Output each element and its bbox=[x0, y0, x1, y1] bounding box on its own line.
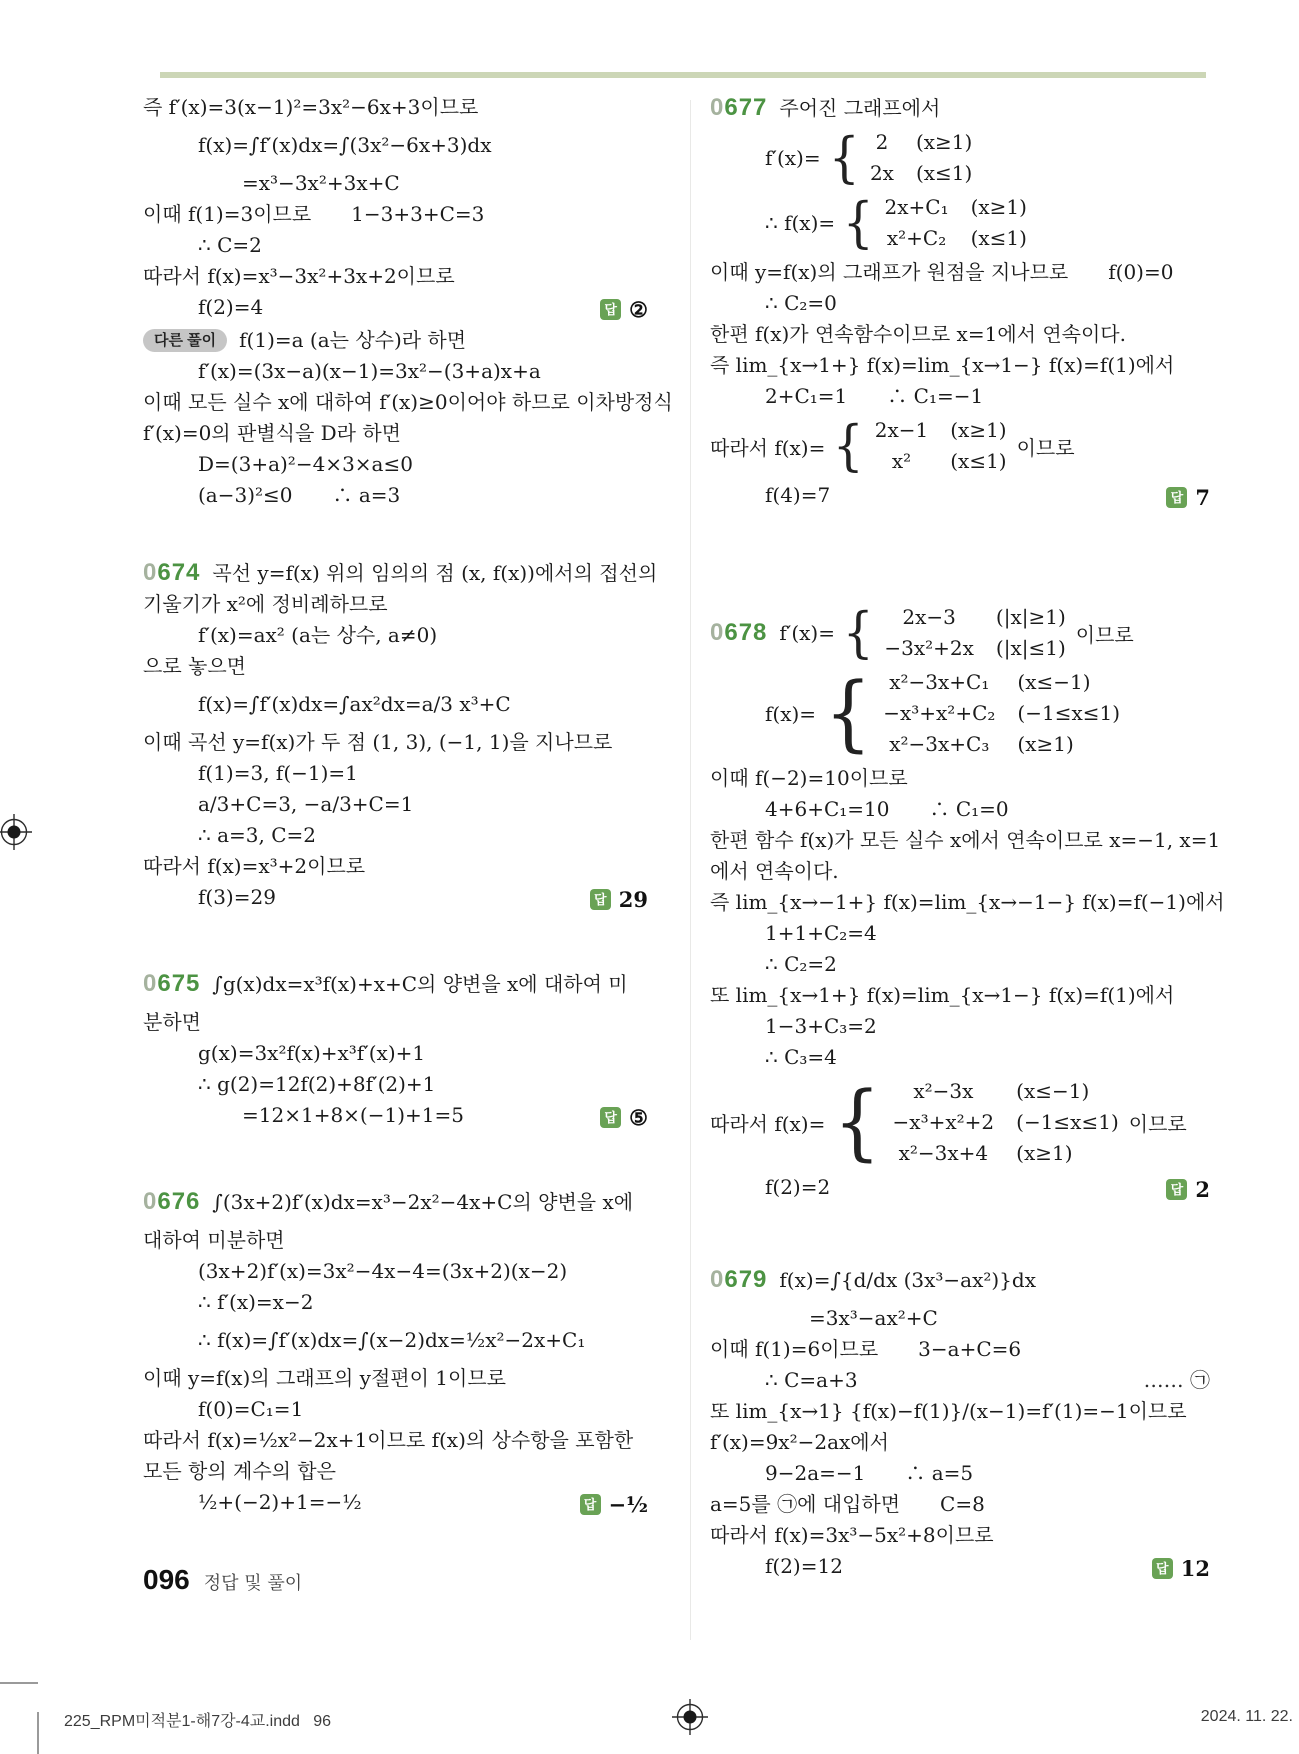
print-filename: 225_RPM미적분1-해7강-4교.indd 96 bbox=[64, 1713, 332, 1730]
crop-mark bbox=[0, 1682, 38, 1684]
text-line bbox=[143, 1100, 648, 1133]
line-text: f(x)=∫f′(x)dx=∫ax²dx=a/3 x³+C bbox=[198, 692, 511, 716]
line-text: f(2)=4 bbox=[198, 295, 264, 319]
line-text: f′(x)=(3x−a)(x−1)=3x²−(3+a)x+a bbox=[198, 359, 541, 383]
text-line bbox=[710, 1011, 1210, 1042]
line-text: 대하여 미분하면 bbox=[143, 1228, 285, 1252]
text-line bbox=[143, 789, 648, 820]
line-text: 이때 y=f(x)의 그래프의 y절편이 1이므로 bbox=[143, 1366, 506, 1390]
answer-badge: 답 bbox=[1166, 1179, 1187, 1200]
line-text: 즉 lim_{x→−1+} f(x)=lim_{x→−1−} f(x)=f(−1)에서 bbox=[710, 890, 1225, 914]
piecewise-expression: x² bbox=[891, 449, 912, 473]
problem-number-digits: 679 bbox=[724, 1266, 768, 1293]
answer-badge: 답 bbox=[580, 1494, 601, 1515]
piecewise-condition: (x≥1) bbox=[1017, 732, 1074, 756]
piecewise-expression: 2x bbox=[869, 161, 894, 185]
line-text: 한편 f(x)가 연속함수이므로 x=1에서 연속이다. bbox=[710, 322, 1126, 346]
piecewise-expression: x²+C₂ bbox=[886, 226, 947, 250]
line-text: ∴ C=2 bbox=[198, 233, 262, 257]
text-line bbox=[710, 1396, 1210, 1427]
piecewise-expression: 2x−1 bbox=[874, 418, 929, 442]
answer-value: 2 bbox=[1195, 1177, 1210, 1202]
text-line bbox=[143, 123, 648, 168]
piecewise-condition: (|x|≥1) bbox=[995, 605, 1066, 629]
piecewise-suffix: 이므로 bbox=[1016, 435, 1075, 460]
piecewise-suffix: 이므로 bbox=[1075, 622, 1134, 647]
piecewise-function bbox=[710, 602, 1210, 664]
text-line bbox=[143, 92, 648, 123]
text-line bbox=[710, 825, 1221, 856]
piecewise-condition: (x≥1) bbox=[1016, 1141, 1073, 1165]
page-footer-label: 정답 및 풀이 bbox=[203, 1573, 303, 1594]
print-footer bbox=[0, 1700, 1299, 1740]
answer-value: 12 bbox=[1180, 1556, 1210, 1581]
text-line bbox=[143, 758, 648, 789]
line-text: =x³−3x²+3x+C bbox=[242, 171, 400, 195]
piecewise-brace: { bbox=[824, 665, 872, 761]
line-text: =12×1+8×(−1)+1=5 bbox=[242, 1103, 464, 1127]
piecewise-expression: −x³+x²+2 bbox=[892, 1110, 995, 1134]
line-text: 또 lim_{x→1+} f(x)=lim_{x→1−} f(x)=f(1)에서 bbox=[710, 983, 1175, 1007]
problem-number-digits: 678 bbox=[724, 619, 768, 646]
line-text: 모든 항의 계수의 합은 bbox=[143, 1459, 336, 1483]
book-footer bbox=[143, 1564, 302, 1596]
text-line bbox=[710, 918, 1210, 949]
piecewise-expression: 2x+C₁ bbox=[884, 195, 949, 219]
line-text: f(3)=29 bbox=[198, 885, 276, 909]
section-gap bbox=[710, 1205, 1210, 1257]
text-line bbox=[143, 261, 648, 292]
text-line bbox=[143, 1069, 648, 1100]
piecewise-expression: −3x²+2x bbox=[884, 636, 974, 660]
line-text: ∴ C₂=2 bbox=[765, 952, 837, 976]
text-line bbox=[710, 1172, 1210, 1205]
problem-number bbox=[143, 1179, 200, 1224]
text-line bbox=[143, 292, 648, 325]
piecewise-expression: x²−3x+C₁ bbox=[889, 670, 990, 694]
problem-number bbox=[710, 1257, 767, 1302]
piecewise-condition: (−1≤x≤1) bbox=[1016, 1110, 1119, 1134]
line-text: ∫(3x+2)f′(x)dx=x³−2x²−4x+C의 양변을 x에 bbox=[212, 1190, 634, 1214]
line-text: f(0)=C₁=1 bbox=[198, 1397, 304, 1421]
text-line bbox=[143, 651, 648, 682]
line-text: 4+6+C₁=10 ∴ C₁=0 bbox=[765, 797, 1009, 821]
line-text: 으로 놓으면 bbox=[143, 654, 246, 678]
line-text: 2+C₁=1 ∴ C₁=−1 bbox=[765, 384, 984, 408]
piecewise-rows bbox=[870, 127, 972, 189]
line-text: a=5를 ㉠에 대입하면 C=8 bbox=[710, 1492, 985, 1516]
answer bbox=[578, 884, 648, 915]
section-gap bbox=[143, 511, 648, 557]
text-line bbox=[143, 1487, 648, 1520]
line-text: 이때 f(1)=3이므로 1−3+3+C=3 bbox=[143, 202, 485, 226]
section-gap bbox=[143, 1133, 648, 1179]
text-line bbox=[710, 1551, 1210, 1584]
piecewise-function bbox=[710, 1076, 1210, 1169]
text-line bbox=[143, 1363, 648, 1394]
page-number: 096 bbox=[143, 1564, 190, 1595]
piecewise-condition: (x≤1) bbox=[915, 161, 973, 185]
problem-number bbox=[710, 619, 767, 647]
text-line bbox=[143, 851, 648, 882]
text-line bbox=[710, 1334, 1210, 1365]
line-text: 따라서 f(x)=x³−3x²+3x+2이므로 bbox=[143, 264, 455, 288]
problem-number-leading-zero: 0 bbox=[143, 970, 158, 997]
text-line bbox=[143, 1038, 648, 1069]
piecewise-expression: x²−3x bbox=[913, 1079, 974, 1103]
line-text: 이때 곡선 y=f(x)가 두 점 (1, 3), (−1, 1)을 지나므로 bbox=[143, 730, 613, 754]
piecewise-rows bbox=[875, 415, 1007, 477]
line-text: 이때 f(1)=6이므로 3−a+C=6 bbox=[710, 1337, 1022, 1361]
text-line bbox=[710, 1303, 1210, 1334]
line-text: 따라서 f(x)=x³+2이므로 bbox=[143, 854, 366, 878]
problem-number-leading-zero: 0 bbox=[143, 559, 158, 586]
answer-badge: 답 bbox=[600, 1107, 621, 1128]
text-line bbox=[710, 887, 1225, 918]
text-line bbox=[710, 763, 1210, 794]
piecewise-rows bbox=[893, 1076, 1119, 1169]
line-text: f(2)=2 bbox=[765, 1175, 831, 1199]
column-left bbox=[143, 92, 673, 1520]
piecewise-condition: (x≥1) bbox=[970, 195, 1027, 219]
line-text: f′(x)=9x²−2ax에서 bbox=[710, 1430, 889, 1454]
piecewise-function bbox=[710, 667, 1210, 760]
line-text: 1−3+C₃=2 bbox=[765, 1014, 877, 1038]
line-text: 또 lim_{x→1} {f(x)−f(1)}/(x−1)=f′(1)=−1이므로 bbox=[710, 1399, 1187, 1423]
piecewise-brace: { bbox=[842, 601, 874, 664]
text-line bbox=[143, 1456, 648, 1487]
line-text: 기울기가 x²에 정비례하므로 bbox=[143, 592, 388, 616]
text-line bbox=[143, 1256, 648, 1287]
problem-number bbox=[143, 961, 200, 1006]
text-line bbox=[710, 350, 1210, 381]
text-line bbox=[143, 961, 648, 1007]
answer-badge: 답 bbox=[600, 299, 621, 320]
text-line bbox=[710, 980, 1210, 1011]
text-line bbox=[710, 856, 1210, 887]
text-line bbox=[143, 1179, 648, 1225]
text-line bbox=[143, 1225, 648, 1256]
line-text: 분하면 bbox=[143, 1010, 201, 1034]
line-text: ∴ g(2)=12f(2)+8f′(2)+1 bbox=[198, 1072, 436, 1096]
line-text: f(1)=3, f(−1)=1 bbox=[198, 761, 358, 785]
piecewise-lhs: f(x)= bbox=[765, 701, 817, 726]
text-line bbox=[710, 288, 1210, 319]
text-line bbox=[710, 949, 1210, 980]
answer-value: −½ bbox=[608, 1492, 648, 1517]
print-date: 2024. 11. 22. bbox=[1200, 1708, 1293, 1725]
line-text: 즉 f′(x)=3(x−1)²=3x²−6x+3이므로 bbox=[143, 95, 479, 119]
text-line bbox=[143, 230, 648, 261]
line-text: g(x)=3x²f(x)+x³f′(x)+1 bbox=[198, 1041, 426, 1065]
line-text: ∴ f′(x)=x−2 bbox=[198, 1290, 314, 1314]
piecewise-expression: 2 bbox=[875, 130, 889, 154]
answer-value: ⑤ bbox=[629, 1105, 648, 1130]
line-text: 9−2a=−1 ∴ a=5 bbox=[765, 1461, 974, 1485]
line-text: D=(3+a)²−4×3×a≤0 bbox=[198, 452, 413, 476]
piecewise-expression: −x³+x²+C₂ bbox=[883, 701, 996, 725]
text-line bbox=[143, 199, 648, 230]
piecewise-lhs: 따라서 f(x)= bbox=[710, 435, 826, 460]
line-text: ∴ C=a+3 bbox=[765, 1368, 858, 1392]
text-line bbox=[143, 1394, 648, 1425]
text-line bbox=[710, 1365, 1210, 1396]
piecewise-rows bbox=[884, 602, 1065, 664]
problem-number-leading-zero: 0 bbox=[710, 619, 725, 646]
answer bbox=[1154, 1174, 1210, 1205]
piecewise-brace: { bbox=[833, 414, 865, 477]
piecewise-condition: (x≤1) bbox=[970, 226, 1027, 250]
line-text: ½+(−2)+1=−½ bbox=[198, 1490, 362, 1514]
text-line bbox=[143, 356, 648, 387]
text-line bbox=[143, 325, 648, 356]
text-line bbox=[143, 1007, 648, 1038]
piecewise-expression: x²−3x+4 bbox=[898, 1141, 989, 1165]
text-line bbox=[143, 387, 673, 418]
line-text: f(x)=∫f′(x)dx=∫(3x²−6x+3)dx bbox=[198, 133, 492, 157]
line-text: 즉 lim_{x→1+} f(x)=lim_{x→1−} f(x)=f(1)에서 bbox=[710, 353, 1175, 377]
text-line bbox=[143, 727, 648, 758]
text-line bbox=[143, 620, 648, 651]
piecewise-rows bbox=[883, 667, 1120, 760]
line-text: f(4)=7 bbox=[765, 483, 831, 507]
answer-badge: 답 bbox=[590, 889, 611, 910]
line-text: 이때 y=f(x)의 그래프가 원점을 지나므로 f(0)=0 bbox=[710, 260, 1174, 284]
section-gap bbox=[710, 513, 1210, 599]
piecewise-condition: (x≤1) bbox=[950, 449, 1007, 473]
piecewise-function bbox=[710, 415, 1210, 477]
problem-number-digits: 675 bbox=[157, 970, 201, 997]
text-line bbox=[710, 319, 1210, 350]
answer-badge: 답 bbox=[1166, 487, 1187, 508]
piecewise-expression: 2x−3 bbox=[902, 605, 956, 629]
line-text: 이때 모든 실수 x에 대하여 f′(x)≥0이어야 하므로 이차방정식 bbox=[143, 390, 673, 414]
piecewise-lhs: 따라서 f(x)= bbox=[710, 1112, 826, 1136]
line-text: f′(x)=ax² (a는 상수, a≠0) bbox=[198, 623, 438, 647]
text-line bbox=[143, 882, 648, 915]
line-text: f(1)=a (a는 상수)라 하면 bbox=[239, 328, 467, 352]
text-line bbox=[143, 589, 648, 620]
line-text: 이때 f(−2)=10이므로 bbox=[710, 766, 908, 790]
piecewise-suffix: 이므로 bbox=[1128, 1112, 1187, 1136]
problem-number-digits: 674 bbox=[157, 559, 201, 586]
text-line bbox=[143, 480, 648, 511]
text-line bbox=[710, 1427, 1210, 1458]
line-text: ∴ C₂=0 bbox=[765, 291, 837, 315]
text-line bbox=[710, 1042, 1210, 1073]
problem-number-digits: 677 bbox=[724, 94, 768, 121]
line-text: ∴ C₃=4 bbox=[765, 1045, 837, 1069]
section-gap bbox=[143, 915, 648, 961]
piecewise-function bbox=[710, 192, 1210, 254]
piecewise-condition: (−1≤x≤1) bbox=[1017, 701, 1121, 725]
line-text: f(2)=12 bbox=[765, 1554, 843, 1578]
piecewise-condition: (x≤−1) bbox=[1016, 1079, 1090, 1103]
text-line bbox=[710, 1257, 1210, 1303]
problem-number-digits: 676 bbox=[157, 1188, 201, 1215]
piecewise-rows bbox=[885, 192, 1027, 254]
line-text: 따라서 f(x)=½x²−2x+1이므로 f(x)의 상수항을 포함한 bbox=[143, 1428, 634, 1452]
piecewise-condition: (x≥1) bbox=[950, 418, 1007, 442]
line-text: a/3+C=3, −a/3+C=1 bbox=[198, 792, 414, 816]
answer-value: ② bbox=[629, 297, 648, 322]
line-text: 주어진 그래프에서 bbox=[779, 96, 941, 120]
line-text: 따라서 f(x)=3x³−5x²+8이므로 bbox=[710, 1523, 994, 1547]
piecewise-expression: x²−3x+C₃ bbox=[889, 732, 990, 756]
piecewise-lhs: ∴ f(x)= bbox=[765, 211, 836, 235]
problem-number bbox=[710, 92, 767, 123]
piecewise-brace: { bbox=[842, 191, 874, 254]
answer bbox=[588, 294, 648, 325]
line-text: 에서 연속이다. bbox=[710, 859, 839, 883]
text-line bbox=[143, 682, 648, 727]
piecewise-brace: { bbox=[833, 1074, 881, 1170]
piecewise-condition: (|x|≤1) bbox=[995, 636, 1066, 660]
text-line bbox=[143, 168, 648, 199]
column-right bbox=[710, 92, 1225, 1584]
line-text: (3x+2)f′(x)=3x²−4x−4=(3x+2)(x−2) bbox=[198, 1259, 568, 1283]
text-line bbox=[710, 1489, 1210, 1520]
reference-mark: …… ㉠ bbox=[1143, 1368, 1210, 1392]
text-line bbox=[710, 480, 1210, 513]
line-text: ∴ f(x)=∫f′(x)dx=∫(x−2)dx=½x²−2x+C₁ bbox=[198, 1328, 586, 1352]
text-line bbox=[143, 1287, 648, 1318]
line-text: (a−3)²≤0 ∴ a=3 bbox=[198, 483, 401, 507]
line-text: 1+1+C₂=4 bbox=[765, 921, 877, 945]
line-text: f′(x)=0의 판별식을 D라 하면 bbox=[143, 421, 401, 445]
line-text: ∴ a=3, C=2 bbox=[198, 823, 316, 847]
answer-value: 29 bbox=[618, 887, 648, 912]
text-line bbox=[143, 1425, 648, 1456]
piecewise-condition: (x≤−1) bbox=[1017, 670, 1091, 694]
text-line bbox=[143, 1318, 648, 1363]
problem-number-leading-zero: 0 bbox=[710, 94, 725, 121]
problem-number-leading-zero: 0 bbox=[143, 1188, 158, 1215]
answer-badge: 답 bbox=[1152, 1558, 1173, 1579]
answer bbox=[1140, 1553, 1210, 1584]
text-line bbox=[143, 820, 648, 851]
line-text: =3x³−ax²+C bbox=[809, 1306, 938, 1330]
top-green-rule bbox=[160, 72, 1206, 78]
problem-number-leading-zero: 0 bbox=[710, 1266, 725, 1293]
answer bbox=[568, 1489, 649, 1520]
line-text: 곡선 y=f(x) 위의 임의의 점 (x, f(x))에서의 접선의 bbox=[212, 561, 658, 585]
text-line bbox=[710, 381, 1210, 412]
text-line bbox=[143, 418, 648, 449]
text-line bbox=[710, 92, 1210, 124]
text-line bbox=[143, 449, 648, 480]
text-line bbox=[710, 257, 1210, 288]
text-line bbox=[710, 1520, 1210, 1551]
line-text: 한편 함수 f(x)가 모든 실수 x에서 연속이므로 x=−1, x=1 bbox=[710, 828, 1221, 852]
column-divider bbox=[690, 100, 691, 1640]
problem-number bbox=[143, 557, 200, 588]
line-text: ∫g(x)dx=x³f(x)+x+C의 양변을 x에 대하여 미 bbox=[212, 972, 628, 996]
text-line bbox=[710, 1458, 1210, 1489]
alt-solution-badge: 다른 풀이 bbox=[143, 329, 227, 352]
piecewise-condition: (x≥1) bbox=[915, 130, 973, 154]
piecewise-lhs: f′(x)= bbox=[779, 621, 835, 645]
answer-value: 7 bbox=[1195, 485, 1210, 510]
piecewise-lhs: f′(x)= bbox=[765, 146, 821, 170]
text-line bbox=[143, 557, 658, 589]
line-text: f(x)=∫{d/dx (3x³−ax²)}dx bbox=[779, 1268, 1036, 1292]
answer bbox=[588, 1102, 648, 1133]
answer bbox=[1154, 482, 1210, 513]
piecewise-brace: { bbox=[828, 126, 860, 189]
registration-mark-icon bbox=[0, 813, 33, 851]
text-line bbox=[710, 794, 1210, 825]
piecewise-function bbox=[710, 127, 1210, 189]
